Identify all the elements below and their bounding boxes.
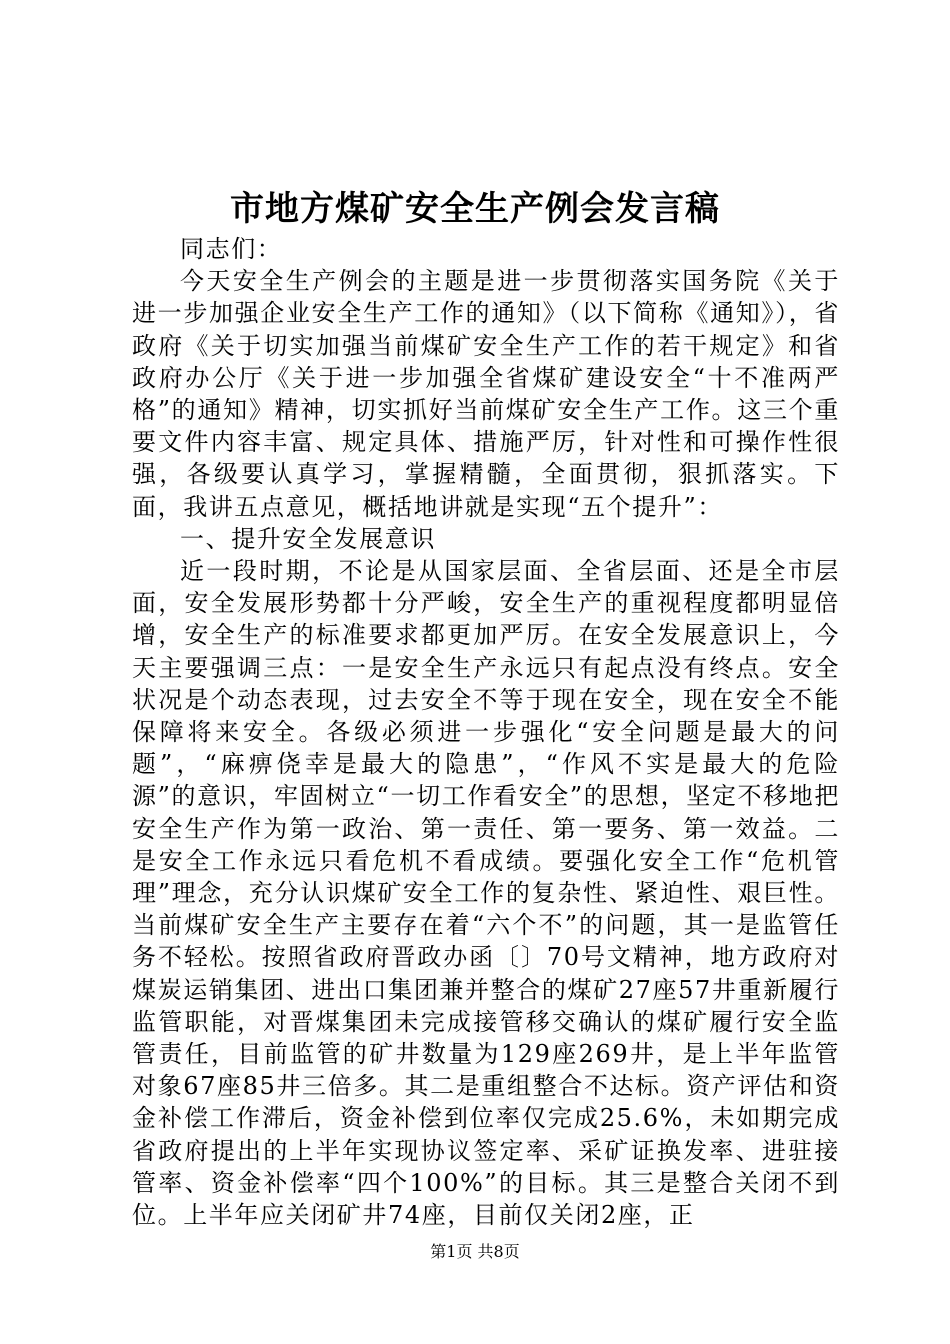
section-heading: 一、提升安全发展意识 (180, 524, 436, 553)
document-title: 市地方煤矿安全生产例会发言稿 (230, 189, 720, 229)
page-number-footer: 第1页 共8页 (430, 1242, 520, 1261)
paragraph-section-1: 近一段时期，不论是从国家层面、全省层面、还是全市层面，安全发展形势都十分严峻，安全生产的重视程度都明显倍增，安全生产的标准要求都更加严厉。在安全发展意识上，今天主要强调三点：一是安全生产永远只有起点没有终点。安全状况是个动态表现，过去安全不等于现在安全，现在安全不能保障将来安全。各级必须进一步强化“安全问题是最大的问题”，“麻痹侥幸是最大的隐患”，“作风不实是最大的危险源”的意识，牢固树立“一切工作看安全”的思想，坚定不移地把安全生产作为第一政治、第一责任、第一要务、第一效益。二是安全工作永远只看危机不看成绩。要强化安全工作“危机管理”理念，充分认识煤矿安全工作的复杂性、紧迫性、艰巨性。当前煤矿安全生产主要存在着“六个不”的问题，其一是监管任务不轻松。按照省政府晋政办函〔〕70号文精神，地方政府对煤炭运销集团、进出口集团兼并整合的煤矿27座57井重新履行监管职能，对晋煤集团未完成接管移交确认的煤矿履行安全监管责任，目前监管的矿井数量为129座269井，是上半年监管对象67座85井三倍多。其二是重组整合不达标。资产评估和资金补偿工作滞后，资金补偿到位率仅完成25.6%，未如期完成省政府提出的上半年实现协议签定率、采矿证换发率、进驻接管率、资金补偿率“四个100%”的目标。其三是整合关闭不到位。上半年应关闭矿井74座，目前仅关闭2座，正 (132, 557, 840, 1230)
paragraph-intro: 今天安全生产例会的主题是进一步贯彻落实国务院《关于进一步加强企业安全生产工作的通知》（以下简称《通知》），省政府《关于切实加强当前煤矿安全生产工作的若干规定》和省政府办公厅《关于进一步加强全省煤矿建设安全“十不准两严格”的通知》精神，切实抓好当前煤矿安全生产工作。这三个重要文件内容丰富、规定具体、措施严厉，针对性和可操作性很强，各级要认真学习，掌握精髓，全面贯彻，狠抓落实。下面，我讲五点意见，概括地讲就是实现“五个提升”： (132, 267, 840, 521)
document-body (132, 233, 840, 1231)
salutation: 同志们： (180, 235, 283, 263)
